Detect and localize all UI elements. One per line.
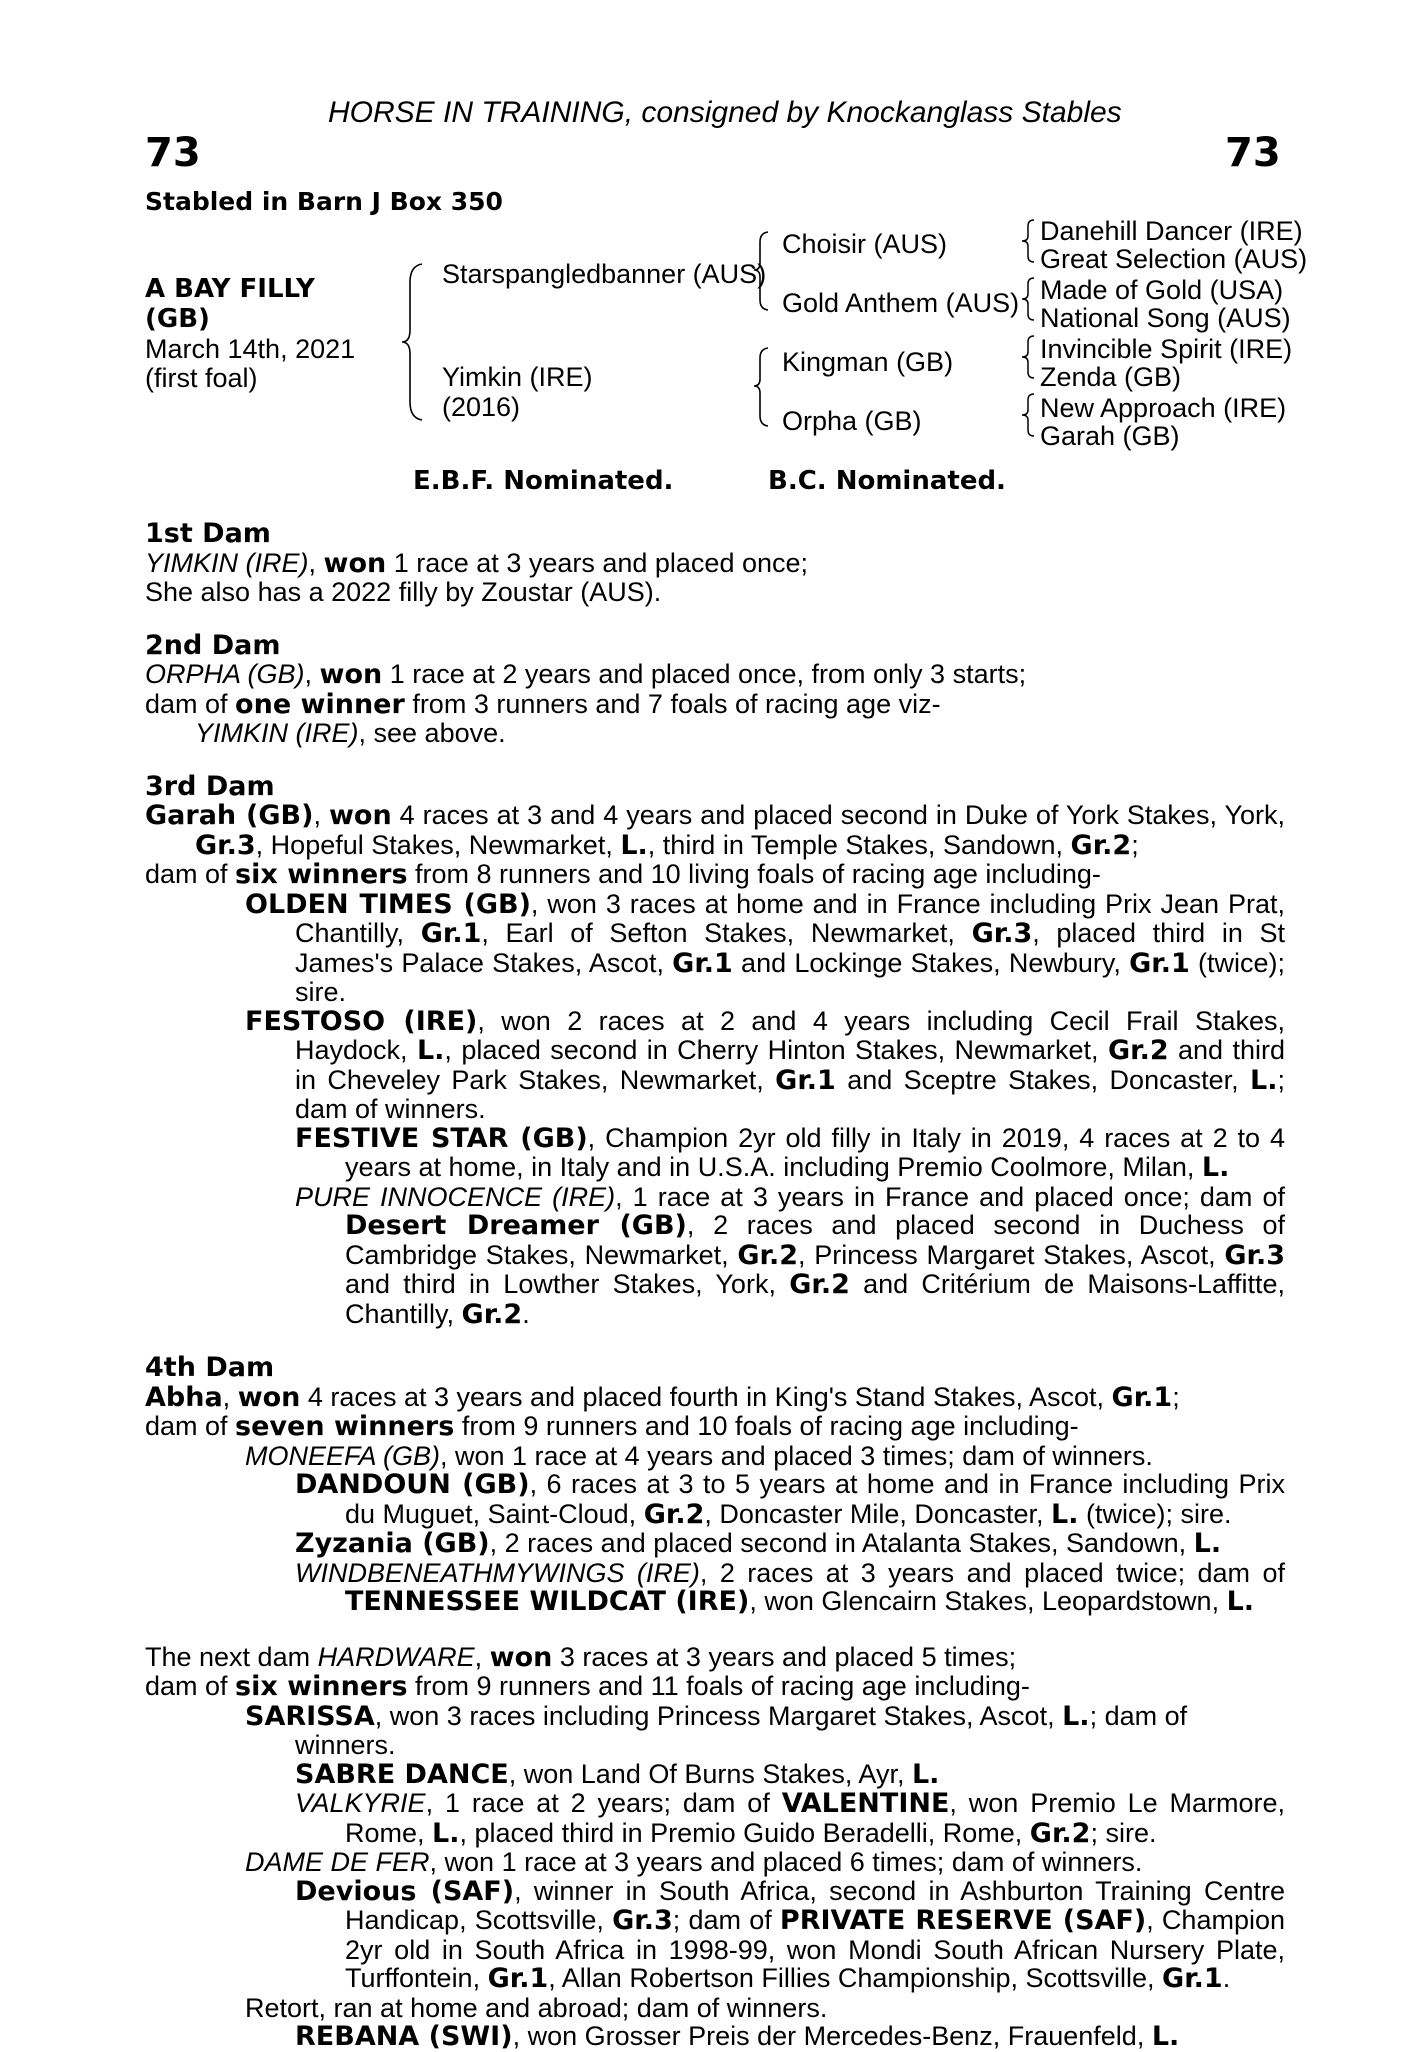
- record-text: , 2 races and placed second in Duchess of Cambridge Stakes, Newmarket,: [345, 1210, 1286, 1270]
- dam4-winners: seven winners: [235, 1411, 455, 1442]
- produce-festoso: [145, 1007, 1285, 1124]
- dam2-name: ORPHA (GB): [145, 659, 305, 689]
- pedigree-brace-4: [1020, 218, 1040, 264]
- grade: Gr.2: [1070, 829, 1132, 861]
- horse-name: VALKYRIE: [295, 1788, 426, 1818]
- record-text: and Sceptre Stakes, Doncaster,: [835, 1064, 1251, 1095]
- produce-zyzania: [145, 1529, 1285, 1559]
- dam1-name: YIMKIN (IRE): [145, 547, 309, 578]
- record-text: , won 3 races including Princess Margaret Stakes, Ascot,: [374, 1700, 1063, 1731]
- ebf-nomination: E.B.F. Nominated.: [413, 466, 674, 496]
- dam3-text-b: , Hopeful Stakes, Newmarket,: [255, 829, 621, 860]
- record-text: , Doncaster Mile, Doncaster,: [704, 1498, 1051, 1529]
- pedigree-dam: Yimkin (IRE): [442, 362, 593, 392]
- record-text: , won 1 race at 4 years and placed 3 times; dam of winners.: [440, 1440, 1153, 1471]
- dam1-won: won: [323, 547, 387, 579]
- record-text: 4 races at 3 years and placed fourth in King's Stand Stakes, Ascot,: [300, 1381, 1112, 1412]
- horse-name: PURE INNOCENCE (IRE): [295, 1181, 616, 1212]
- foaled-date: March 14th, 2021: [145, 334, 356, 364]
- bc-nomination: B.C. Nominated.: [768, 466, 1006, 496]
- produce-retort: Retort, ran at home and abroad; dam of winners.: [245, 1992, 828, 2023]
- grade: Gr.2: [789, 1269, 850, 1300]
- horse-name: FESTOSO (IRE): [245, 1005, 478, 1037]
- produce-moneefa: [145, 1442, 1285, 1471]
- grade: Gr.2: [1107, 1035, 1169, 1066]
- grade: Gr.1: [1111, 1381, 1173, 1413]
- horse-name: Devious (SAF): [295, 1875, 515, 1907]
- record-text: and Critérium de Maisons-Laffitte, Chantilly,: [345, 1269, 1286, 1329]
- pedigree-g6: Zenda (GB): [1040, 362, 1182, 392]
- grade: L.: [620, 829, 648, 861]
- dam3-text-c: , third in Temple Stakes, Sandown,: [647, 829, 1071, 860]
- dam2-runners: from 3 runners and 7 foals of racing age viz-: [404, 688, 941, 719]
- pedigree-g2: Great Selection (AUS): [1040, 244, 1308, 274]
- record-text: (twice); sire.: [295, 947, 1286, 1007]
- grade: Gr.3: [612, 1905, 673, 1936]
- pedigree-brace-6: [1020, 334, 1040, 380]
- lot-number-left: 73: [145, 130, 201, 176]
- pedigree-brace-3: [752, 346, 776, 428]
- dam3-runners: from 8 runners and 10 living foals of racing age including-: [407, 859, 1101, 889]
- catalogue-header: HORSE IN TRAINING, consigned by Knockanglass Stables: [328, 96, 1122, 129]
- record-text: .: [522, 1298, 530, 1329]
- grade: Gr.1: [1129, 947, 1190, 979]
- grade: Gr.3: [195, 829, 256, 861]
- horse-name: SABRE DANCE: [295, 1758, 509, 1790]
- record-text: The next dam: [145, 1641, 318, 1672]
- horse-name: DANDOUN (GB): [295, 1469, 530, 1500]
- produce-festive-star: [145, 1124, 1285, 1183]
- dam4-name: Abha: [145, 1381, 223, 1413]
- grade: L.: [1151, 2021, 1180, 2052]
- catalogue-body: [145, 520, 1285, 2052]
- dam3-produce-summary: [145, 860, 1285, 890]
- pedigree-brace-1: [400, 262, 436, 422]
- record-text: , won Glencairn Stakes, Leopardstown,: [749, 1586, 1227, 1616]
- grade: L.: [416, 1035, 445, 1066]
- horse-name-line1: A BAY FILLY: [145, 274, 315, 304]
- record-text: ; dam of winners.: [295, 1700, 1188, 1760]
- grade: L.: [1051, 1498, 1079, 1530]
- record-text: ; dam of winners.: [295, 1064, 1285, 1124]
- record-text: , placed third in St James's Palace Stakes, Ascot,: [295, 918, 1286, 978]
- horse-name: OLDEN TIMES (GB): [245, 888, 531, 920]
- grade: Gr.2: [737, 1239, 799, 1271]
- produce-windbeneathmywings: [145, 1559, 1285, 1617]
- record-text: , 6 races at 3 to 5 years at home and in France including Prix du Muguet, Saint-Cloud,: [345, 1469, 1285, 1529]
- horse-name: Desert Dreamer (GB): [345, 1210, 687, 1241]
- pedigree-dam-sire: Kingman (GB): [782, 347, 954, 377]
- pedigree-g5: Invincible Spirit (IRE): [1040, 334, 1293, 364]
- grade: Gr.1: [672, 947, 733, 979]
- record-text: , winner in South Africa, second in Ashburton Training Centre Handicap, Scottsville,: [345, 1875, 1286, 1935]
- pedigree-g1: Danehill Dancer (IRE): [1040, 216, 1303, 246]
- dam2-line1: ORPHA (GB), won 1 race at 2 years and placed once, from only 3 starts;: [145, 659, 1027, 690]
- horse-name: REBANA (SWI): [295, 2021, 513, 2052]
- horse-name: SARISSA: [245, 1700, 375, 1732]
- grade: Gr.1: [1162, 1963, 1223, 1994]
- dam4-record: Abha, won 4 races at 3 years and placed fourth in King's Stand Stakes, Ascot, Gr.1;: [145, 1381, 1180, 1413]
- dam1-line1: YIMKIN (IRE), won 1 race at 3 years and placed once;: [145, 547, 809, 579]
- stable-location: Stabled in Barn J Box 350: [145, 187, 503, 216]
- record-text: from 9 runners and 11 foals of racing age including-: [407, 1671, 1030, 1701]
- record-text: , won Grosser Preis der Mercedes-Benz, Frauenfeld,: [512, 2021, 1152, 2051]
- record-text: and Lockinge Stakes, Newbury,: [732, 947, 1130, 978]
- record-text: , won 1 race at 3 years and placed 6 times; dam of winners.: [429, 1847, 1143, 1877]
- grade: L.: [1201, 1152, 1230, 1183]
- grade: Gr.3: [1224, 1239, 1286, 1271]
- produce-dame-de-fer: [145, 1848, 1285, 1877]
- dam4-runners: from 9 runners and 10 foals of racing age including-: [454, 1411, 1079, 1441]
- pedigree-brace-7: [1020, 392, 1040, 438]
- dam3-text-a: 4 races at 3 and 4 years and placed second in Duke of York Stakes, York,: [391, 800, 1285, 830]
- dam2-produce-text: , see above.: [358, 718, 506, 748]
- grade: Gr.1: [487, 1963, 549, 1994]
- record-text: , placed third in Premio Guido Beradelli, Rome,: [459, 1817, 1030, 1848]
- next-dam-winners: six winners: [235, 1671, 408, 1702]
- dam4-damof: dam of: [145, 1411, 236, 1441]
- record-text: ,: [474, 1641, 490, 1672]
- grade: L.: [911, 1758, 940, 1790]
- next-dam-produce-summary: [145, 1672, 1285, 1702]
- record-text: , Earl of Sefton Stakes, Newmarket,: [481, 918, 972, 948]
- record-text: , won 3 races at home and in France including Prix Jean Prat, Chantilly,: [295, 888, 1285, 948]
- horse-name: WINDBENEATHMYWINGS (IRE): [295, 1557, 700, 1588]
- pedigree-g3: Made of Gold (USA): [1040, 275, 1284, 305]
- dam1-heading: 1st Dam: [145, 518, 271, 549]
- foal-note: (first foal): [145, 363, 258, 393]
- record-text: 3 races at 3 years and placed 5 times;: [552, 1641, 1017, 1672]
- pedigree-g8: Garah (GB): [1040, 421, 1180, 451]
- record-text: , 2 races and placed second in Atalanta Stakes, Sandown,: [489, 1528, 1194, 1558]
- pedigree-g4: National Song (AUS): [1040, 303, 1291, 333]
- record-text: (twice); sire.: [1078, 1498, 1232, 1529]
- grade: L.: [1193, 1528, 1222, 1559]
- dam4-produce-summary: [145, 1412, 1285, 1442]
- record-text: .: [1222, 1963, 1231, 1993]
- pedigree-brace-5: [1020, 276, 1040, 322]
- record-text: ; sire.: [1090, 1817, 1157, 1848]
- dam3-record: Garah (GB), won 4 races at 3 and 4 years and placed second in Duke of York Stakes, York, Gr.3, Hopeful Stakes, Newmarket, L., third in Temple Stakes, Sandown, Gr.2;: [145, 800, 1285, 861]
- pedigree-g7: New Approach (IRE): [1040, 393, 1287, 423]
- grade: Gr.3: [971, 918, 1033, 949]
- grade: L.: [1062, 1700, 1090, 1732]
- produce-sarissa: [145, 1702, 1285, 1760]
- dam1-record: 1 race at 3 years and placed once;: [386, 547, 809, 578]
- record-text: , 1 race at 3 years in France and placed once; dam of: [615, 1181, 1285, 1212]
- horse-name: MONEEFA (GB): [245, 1440, 440, 1471]
- grade: Gr.2: [643, 1498, 705, 1530]
- pedigree-dam-year: (2016): [442, 392, 521, 422]
- produce-devious: [145, 1877, 1285, 1994]
- produce-pure-innocence: [145, 1183, 1285, 1330]
- record-text: , won Premio Le Marmore, Rome,: [345, 1788, 1286, 1848]
- next-dam-record: [145, 1643, 1285, 1673]
- record-text: , 1 race at 2 years; dam of: [425, 1788, 782, 1818]
- dam2-produce-name: YIMKIN (IRE): [195, 718, 359, 748]
- dam3-heading: 3rd Dam: [145, 770, 275, 802]
- pedigree-sire-sire: Choisir (AUS): [782, 229, 948, 259]
- horse-name: DAME DE FER: [245, 1847, 430, 1877]
- record-text: , 2 races at 3 years and placed twice; dam of: [699, 1557, 1285, 1588]
- pedigree-sire-dam: Gold Anthem (AUS): [782, 288, 1020, 318]
- dam2-line2: [145, 690, 1285, 720]
- dam2-damof: dam of: [145, 688, 236, 719]
- dam3-name: Garah (GB): [145, 800, 314, 831]
- horse-name: PRIVATE RESERVE (SAF): [779, 1905, 1147, 1936]
- record-text: and third in Lowther Stakes, York,: [345, 1269, 790, 1299]
- record-text: , won Land Of Burns Stakes, Ayr,: [508, 1758, 912, 1789]
- grade: Gr.2: [461, 1298, 523, 1330]
- record-text: , Allan Robertson Fillies Championship, Scottsville,: [548, 1963, 1163, 1993]
- dam3-text-d: ;: [1131, 829, 1139, 860]
- dam2-line3: [145, 719, 1285, 748]
- pedigree-dam-dam: Orpha (GB): [782, 406, 922, 436]
- dam3-winners: six winners: [235, 859, 408, 890]
- horse-name: VALENTINE: [781, 1788, 950, 1819]
- produce-sabre-dance: [145, 1760, 1285, 1790]
- horse-name: TENNESSEE WILDCAT (IRE): [345, 1586, 750, 1617]
- record-text: , Princess Margaret Stakes, Ascot,: [798, 1239, 1225, 1270]
- dam4-won: won: [237, 1381, 301, 1413]
- horse-name: Zyzania (GB): [295, 1528, 490, 1559]
- grade: L.: [1250, 1064, 1278, 1096]
- produce-dandoun: [145, 1470, 1285, 1529]
- grade: L.: [432, 1817, 460, 1849]
- next-dam-name: HARDWARE: [317, 1641, 475, 1672]
- grade: Gr.1: [775, 1064, 836, 1096]
- dam2-record: 1 race at 2 years and placed once, from only 3 starts;: [382, 659, 1027, 689]
- produce-rebana: [145, 2022, 1285, 2052]
- horse-name: FESTIVE STAR (GB): [295, 1122, 588, 1154]
- produce-olden-times: [145, 890, 1285, 1007]
- next-dam-won: won: [489, 1641, 553, 1673]
- record-text: and third in Cheveley Park Stakes, Newmarket,: [295, 1035, 1285, 1095]
- dam4-heading: 4th Dam: [145, 1352, 275, 1383]
- grade: Gr.1: [420, 918, 482, 949]
- horse-name-line2: (GB): [145, 304, 210, 334]
- record-text: , Champion 2yr old filly in Italy in 2019, 4 races at 2 to 4 years at home, in Italy and in U.S.A. including Premio Coolmore, Milan,: [345, 1122, 1285, 1182]
- pedigree-sire: Starspangledbanner (AUS): [442, 259, 767, 289]
- dam2-heading: 2nd Dam: [145, 629, 281, 661]
- grade: Gr.2: [1029, 1817, 1091, 1849]
- record-text: , won 2 races at 2 and 4 years including Cecil Frail Stakes, Haydock,: [295, 1005, 1286, 1065]
- record-text: ; dam of: [672, 1905, 780, 1935]
- record-text: , Champion 2yr old in South Africa in 1998-99, won Mondi South African Nursery Plate, Turffontein,: [345, 1905, 1286, 1993]
- dam2-winners: one winner: [235, 688, 405, 720]
- grade: L.: [1226, 1586, 1255, 1617]
- record-text: dam of: [145, 1671, 236, 1701]
- dam3-won: won: [328, 800, 392, 831]
- produce-valkyrie: [145, 1789, 1285, 1848]
- lot-number-right: 73: [1225, 130, 1281, 176]
- record-text: , placed second in Cherry Hinton Stakes, Newmarket,: [444, 1035, 1108, 1065]
- dam1-line2: She also has a 2022 filly by Zoustar (AUS).: [145, 577, 662, 607]
- dam2-won: won: [319, 659, 383, 690]
- record-text: ;: [1172, 1381, 1180, 1412]
- dam3-damof: dam of: [145, 859, 236, 889]
